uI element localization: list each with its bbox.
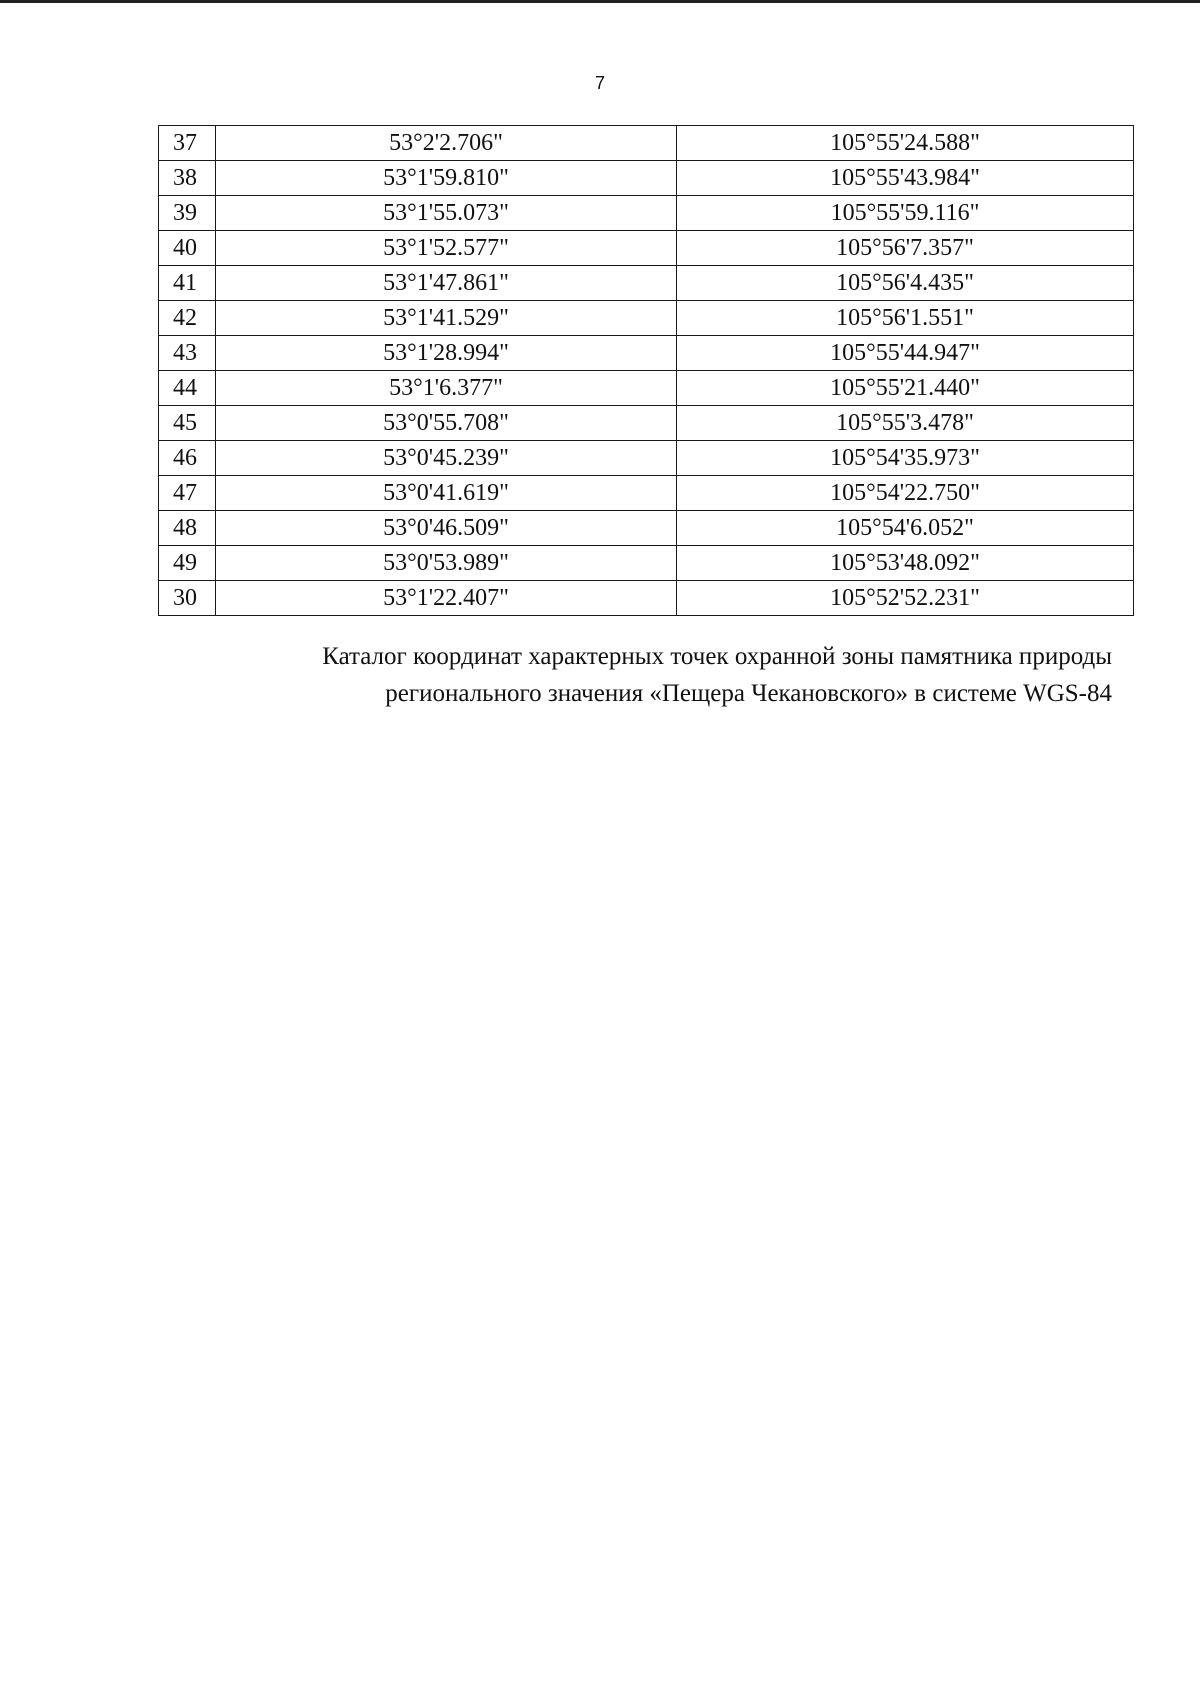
longitude-cell: 105°55'44.947": [677, 336, 1134, 371]
point-number-cell: 40: [159, 231, 216, 266]
longitude-cell: 105°55'21.440": [677, 371, 1134, 406]
latitude-cell: 53°0'55.708": [216, 406, 677, 441]
longitude-cell: 105°56'4.435": [677, 266, 1134, 301]
point-number-cell: 48: [159, 511, 216, 546]
longitude-cell: 105°53'48.092": [677, 546, 1134, 581]
table-row: [159, 161, 1134, 196]
longitude-cell: 105°54'35.973": [677, 441, 1134, 476]
point-number-cell: 37: [159, 126, 216, 161]
latitude-cell: 53°0'46.509": [216, 511, 677, 546]
latitude-cell: 53°1'6.377": [216, 371, 677, 406]
point-number-cell: 39: [159, 196, 216, 231]
longitude-cell: 105°54'6.052": [677, 511, 1134, 546]
point-number-cell: 47: [159, 476, 216, 511]
caption-line-1: Каталог координат характерных точек охранной зоны памятника природы: [322, 643, 1112, 670]
page-number: 7: [594, 73, 605, 93]
table-row: [159, 231, 1134, 266]
longitude-cell: 105°55'3.478": [677, 406, 1134, 441]
table-row: [159, 476, 1134, 511]
latitude-cell: 53°0'41.619": [216, 476, 677, 511]
point-number-cell: 38: [159, 161, 216, 196]
table-row: [159, 581, 1134, 616]
latitude-cell: 53°1'41.529": [216, 301, 677, 336]
catalog-caption: [150, 638, 1112, 712]
latitude-cell: 53°1'22.407": [216, 581, 677, 616]
table-row: [159, 406, 1134, 441]
latitude-cell: 53°1'47.861": [216, 266, 677, 301]
table-row: [159, 441, 1134, 476]
point-number-cell: 41: [159, 266, 216, 301]
latitude-cell: 53°0'45.239": [216, 441, 677, 476]
table-row: [159, 546, 1134, 581]
longitude-cell: 105°56'7.357": [677, 231, 1134, 266]
coordinates-table-body: [159, 126, 1134, 616]
table-row: [159, 371, 1134, 406]
longitude-cell: 105°55'59.116": [677, 196, 1134, 231]
latitude-cell: 53°1'55.073": [216, 196, 677, 231]
longitude-cell: 105°52'52.231": [677, 581, 1134, 616]
longitude-cell: 105°55'24.588": [677, 126, 1134, 161]
point-number-cell: 43: [159, 336, 216, 371]
caption-line-2: регионального значения «Пещера Чекановского» в системе WGS-84: [385, 680, 1112, 707]
longitude-cell: 105°54'22.750": [677, 476, 1134, 511]
latitude-cell: 53°1'52.577": [216, 231, 677, 266]
table-row: [159, 126, 1134, 161]
table-row: [159, 196, 1134, 231]
latitude-cell: 53°1'59.810": [216, 161, 677, 196]
point-number-cell: 49: [159, 546, 216, 581]
table-row: [159, 511, 1134, 546]
longitude-cell: 105°55'43.984": [677, 161, 1134, 196]
point-number-cell: 44: [159, 371, 216, 406]
latitude-cell: 53°2'2.706": [216, 126, 677, 161]
latitude-cell: 53°0'53.989": [216, 546, 677, 581]
table-row: [159, 301, 1134, 336]
point-number-cell: 30: [159, 581, 216, 616]
point-number-cell: 45: [159, 406, 216, 441]
coordinates-table: [158, 125, 1134, 616]
point-number-cell: 42: [159, 301, 216, 336]
point-number-cell: 46: [159, 441, 216, 476]
table-row: [159, 336, 1134, 371]
top-border-rule: [0, 0, 1200, 3]
table-row: [159, 266, 1134, 301]
latitude-cell: 53°1'28.994": [216, 336, 677, 371]
longitude-cell: 105°56'1.551": [677, 301, 1134, 336]
